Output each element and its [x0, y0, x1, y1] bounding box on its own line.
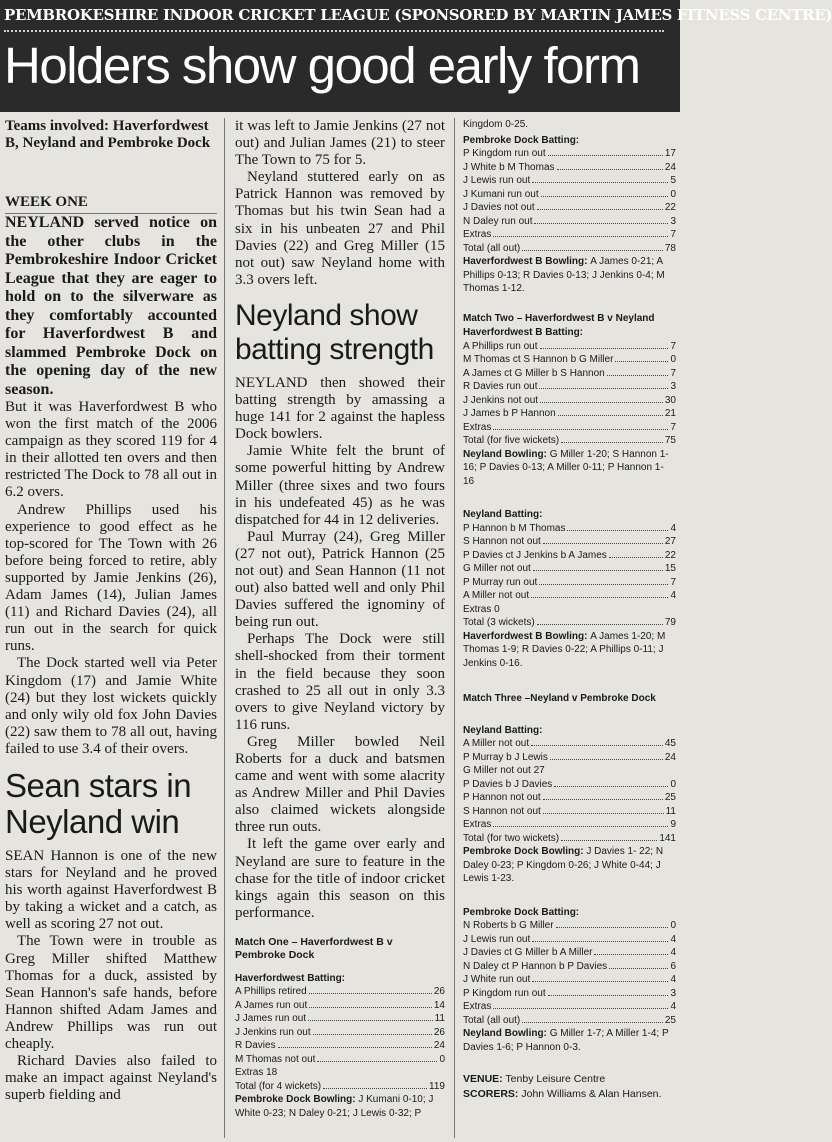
article-body [5, 848, 217, 1104]
player-name: P Murray run out [463, 576, 538, 588]
dot-leader [567, 530, 668, 531]
score-row [463, 778, 676, 792]
week-label: WEEK ONE [5, 194, 217, 214]
score-row [463, 522, 676, 536]
header-banner [0, 0, 832, 112]
dot-leader [594, 954, 668, 955]
score-row [463, 421, 676, 435]
column-2 [235, 118, 445, 1120]
score-row [463, 1014, 676, 1028]
extras-line: Extras 18 [235, 1067, 278, 1079]
dot-leader [609, 557, 663, 558]
scorers-value: John Williams & Alan Hansen. [521, 1088, 662, 1100]
paragraph: The Dock started well via Peter Kingdom (17) and Jamie White (24) but they lost wickets quickly and only wily old fox John Davies (22) saw them to 78 all out, having failed to use 3.4 of their overs. [5, 655, 217, 757]
runs-value: 25 [664, 1014, 676, 1026]
dot-leader [539, 584, 668, 585]
dot-leader [532, 981, 668, 982]
player-name: Total (3 wickets) [463, 617, 535, 628]
score-row [463, 535, 676, 549]
dot-leader [548, 995, 669, 996]
paragraph: But it was Haverfordwest B who won the first match of the 2006 campaign as they scored 119 for 4 in their allotted ten overs and then restricted The Dock to 78 all out in 6.2 overs. [5, 399, 217, 501]
player-name: R Davies [235, 1040, 276, 1052]
player-name: G Miller not out [463, 563, 531, 574]
paragraph: It left the game over early and Neyland are sure to feature in the chase for the title of indoor cricket kings again this season on this performance. [235, 836, 445, 921]
runs-value: 26 [433, 1026, 445, 1038]
dot-leader [313, 1034, 432, 1035]
player-name: J Davies not out [463, 202, 535, 213]
extras-line: Extras 0 [463, 603, 500, 615]
player-name: A James run out [235, 999, 308, 1011]
runs-value: 6 [670, 960, 676, 972]
dot-leader [537, 624, 663, 625]
runs-value: 22 [664, 549, 676, 561]
score-row [463, 161, 676, 175]
runs-value: 15 [664, 563, 676, 574]
runs-value: 7 [670, 340, 676, 352]
dot-leader [609, 968, 668, 969]
kicker-rule [4, 30, 664, 32]
player-name: P Murray b J Lewis [463, 751, 548, 763]
player-name: Extras [463, 1001, 492, 1012]
runs-value: 25 [664, 792, 676, 803]
runs-value: 4 [670, 974, 676, 985]
score-row [463, 737, 676, 751]
player-name: A Phillips retired [235, 986, 307, 998]
dot-leader [541, 196, 669, 197]
dot-leader [522, 1022, 663, 1023]
runs-value: 24 [664, 751, 676, 763]
subheading: Sean stars in Neyland win [5, 766, 192, 840]
player-name: J Jenkins run out [235, 1026, 311, 1038]
runs-value: 78 [664, 242, 676, 254]
score-rows [463, 778, 676, 832]
runs-value: 4 [670, 933, 676, 945]
dot-leader [615, 361, 668, 362]
dot-leader [493, 1008, 668, 1009]
venue-line [463, 1072, 676, 1087]
runs-value: 26 [433, 986, 445, 998]
score-row [463, 818, 676, 832]
dot-leader [550, 759, 663, 760]
dot-leader [534, 223, 668, 224]
total-row [463, 616, 676, 630]
kicker: PEMBROKESHIRE INDOOR CRICKET LEAGUE (SPONSORED BY MARTIN JAMES FITNESS CENTRE) [4, 6, 832, 24]
match-heading: Match Three –Neyland v Pembroke Dock [463, 693, 656, 704]
score-row [463, 201, 676, 215]
bowling-heading: Neyland Bowling: [463, 448, 547, 460]
runs-value: 79 [664, 617, 676, 628]
player-name: M Thomas not out [235, 1053, 316, 1065]
bowling-figures [463, 1027, 676, 1054]
score-row [463, 946, 676, 960]
player-name: Total (all out) [463, 1014, 521, 1026]
score-row [463, 562, 676, 576]
paragraph: Neyland stuttered early on as Patrick Hannon was removed by Thomas but his twin Sean had a six in his unbeaten 27 and Phil Davies (22) and Greg Miller (15 not out) saw Neyland home with 3.3 overs left. [235, 169, 445, 288]
scorecard-heading: Haverfordwest Batting: [235, 972, 346, 984]
paragraph: Perhaps The Dock were still shell-shocked from their torment in the field because they soon crashed to 25 all out in only 3.3 overs to give Neyland victory by 116 runs. [235, 631, 445, 733]
player-name: Extras [463, 229, 492, 240]
scorecard-heading: Pembroke Dock Batting: [463, 134, 580, 146]
scorers-label: SCORERS: [463, 1088, 519, 1100]
runs-value: 0 [439, 1053, 445, 1065]
bowling-heading: Haverfordwest B Bowling: [463, 256, 588, 267]
player-name: J Kumani run out [463, 188, 539, 200]
dot-leader [561, 442, 663, 443]
player-name: P Davies ct J Jenkins b A James [463, 549, 607, 561]
runs-value: 119 [429, 1080, 445, 1092]
player-name: Extras [463, 819, 492, 830]
bowling-heading: Pembroke Dock Bowling: [235, 1094, 356, 1106]
paragraph: Greg Miller bowled Neil Roberts for a duck and batsmen came and went with some alacrity as Andrew Miller and Phil Davies also claimed wickets alongside three run outs. [235, 733, 445, 836]
dot-leader [531, 745, 663, 746]
score-row [463, 805, 676, 819]
dot-leader [493, 429, 668, 430]
score-row [463, 380, 676, 394]
bowling-text: A James 0-21; A Phillips 0-13; R Davies 0-13; J Jenkins 0-4; M Thomas 1-12. [463, 256, 665, 294]
score-row [463, 973, 676, 987]
dot-leader [522, 250, 663, 251]
runs-value: 4 [670, 522, 676, 534]
paragraph: The Town were in trouble as Greg Miller shifted Matthew Thomas for a duck, assisted by Sean Hannon's safe hands, before Hannon shifted Adam James and Andrew Phillips was run out cheaply. [5, 933, 217, 1052]
runs-value: 7 [670, 229, 676, 240]
runs-value: 22 [664, 202, 676, 213]
score-row [463, 549, 676, 563]
player-name: Total (all out) [463, 242, 521, 254]
dot-leader [539, 388, 668, 389]
article-body [235, 118, 445, 289]
paragraph: Andrew Phillips used his experience to good effect as he top-scored for The Town with 26 before being forced to retire, ably supported by Jamie Jenkins (26), Adam James (14), Julian James (11) and Richard Davies (24), all run out in the search for quick runs. [5, 501, 217, 655]
dot-leader [543, 543, 663, 544]
runs-value: 4 [670, 1001, 676, 1012]
player-name: J James b P Hannon [463, 408, 556, 419]
page-headline: Holders show good early form [4, 37, 640, 94]
player-name: S Hannon not out [463, 536, 541, 547]
runs-value: 3 [670, 987, 676, 999]
player-name: P Hannon b M Thomas [463, 522, 566, 534]
runs-value: 14 [433, 999, 445, 1011]
column-1 [5, 118, 217, 1104]
player-name: J White run out [463, 974, 531, 985]
dot-leader [558, 415, 663, 416]
player-name: J Davies ct G Miller b A Miller [463, 947, 593, 958]
player-name: N Daley ct P Hannon b P Davies [463, 960, 608, 972]
score-row [463, 919, 676, 933]
player-name: A James ct G Miller b S Hannon [463, 367, 605, 379]
score-row [463, 434, 676, 448]
bowling-text: G Miller 1-7; A Miller 1-4; P Davies 1-6; P Hannon 0-3. [463, 1028, 669, 1053]
runs-value: 75 [664, 435, 676, 446]
column-divider [224, 118, 225, 1138]
total-row [463, 242, 676, 256]
score-row [463, 589, 676, 603]
dot-leader [540, 348, 669, 349]
article-body [235, 375, 445, 922]
player-name: S Hannon not out [463, 805, 541, 817]
score-rows [463, 147, 676, 242]
player-name: J James run out [235, 1013, 307, 1025]
bowling-figures [463, 845, 676, 886]
player-name: J Jenkins not out [463, 394, 539, 406]
score-row [463, 576, 676, 590]
dot-leader [561, 840, 657, 841]
lede-paragraph: NEYLAND served notice on the other clubs in the Pembrokeshire Indoor Cricket League that they are eager to hold on to the silverware as they comfortably accounted for Haverfordwest B and slammed Pembroke Dock on the opening day of the new season. [5, 214, 217, 398]
match-heading: Match One – Haverfordwest B v Pembroke Dock [235, 935, 393, 961]
score-rows [235, 985, 445, 1066]
score-row [463, 147, 676, 161]
bowling-figures [463, 630, 676, 671]
score-row [463, 987, 676, 1001]
player-name: A Phillips run out [463, 340, 538, 352]
dot-leader [532, 941, 668, 942]
score-row [463, 1000, 676, 1014]
runs-value: 0 [670, 778, 676, 790]
score-rows [463, 919, 676, 1014]
dot-leader [493, 236, 668, 237]
column-3 [463, 118, 676, 1102]
runs-value: 17 [664, 148, 676, 159]
venue-value: Tenby Leisure Centre [505, 1073, 606, 1085]
player-name: P Davies b J Davies [463, 778, 553, 790]
runs-value: 21 [664, 408, 676, 419]
score-row [463, 832, 676, 846]
score-rows [463, 340, 676, 435]
runs-value: 30 [664, 394, 676, 406]
score-row [463, 215, 676, 229]
score-row [463, 407, 676, 421]
runs-value: 4 [670, 947, 676, 958]
runs-value: 141 [659, 832, 676, 844]
score-row [463, 616, 676, 630]
score-row [463, 394, 676, 408]
subheading: Neyland show batting strength [235, 298, 434, 366]
runs-value: 24 [433, 1040, 445, 1052]
paragraph: NEYLAND then showed their batting strength by amassing a huge 141 for 2 against the hapless Dock bowlers. [235, 374, 445, 443]
dot-leader [323, 1088, 427, 1089]
runs-value: 7 [670, 367, 676, 379]
player-name: N Daley run out [463, 215, 533, 227]
dot-leader [556, 927, 669, 928]
score-row [235, 1012, 445, 1026]
player-name: J Lewis run out [463, 175, 531, 186]
dot-leader [532, 182, 668, 183]
score-row [463, 340, 676, 354]
player-name: A Miller not out [463, 590, 530, 601]
dot-leader [557, 169, 663, 170]
dot-leader [548, 155, 663, 156]
bowling-text: J Kumani 0-10; J White 0-23; N Daley 0-21; J Lewis 0-32; P [235, 1094, 434, 1119]
bowling-text: J Davies 1- 22; N Daley 0-23; P Kingdom 0-26; J White 0-44; J Lewis 1-23. [463, 846, 664, 884]
score-row [463, 933, 676, 947]
bowling-figures [235, 1093, 445, 1120]
score-row [463, 367, 676, 381]
runs-value: 5 [670, 175, 676, 186]
player-name: J White b M Thomas [463, 161, 555, 173]
player-name: P Kingdom run out [463, 148, 546, 159]
dot-leader [309, 993, 432, 994]
score-row [235, 1053, 445, 1067]
dot-leader [554, 786, 668, 787]
runs-value: 0 [670, 920, 676, 931]
paragraph: Richard Davies also failed to make an impact against Neyland's superb fielding and [5, 1053, 217, 1104]
score-rows [463, 737, 676, 764]
scorecard-heading: Neyland Batting: [463, 724, 543, 736]
player-name: M Thomas ct S Hannon b G Miller [463, 354, 614, 365]
article-body [5, 399, 217, 758]
dot-leader [493, 826, 668, 827]
player-name: P Hannon not out [463, 792, 541, 803]
runs-value: 9 [670, 819, 676, 830]
scorers-line [463, 1087, 676, 1102]
player-name: P Kingdom run out [463, 987, 546, 999]
paragraph: Paul Murray (24), Greg Miller (27 not out), Patrick Hannon (25 not out) and Sean Hannon (11 not out) also batted well and only Phil Davies suffered the ignominy of being run out. [235, 528, 445, 631]
dot-leader [607, 375, 669, 376]
runs-value: 0 [670, 354, 676, 365]
score-row [463, 791, 676, 805]
total-row [463, 434, 676, 448]
scorecard-heading: Neyland Batting: [463, 509, 543, 520]
player-name: Total (for 4 wickets) [235, 1080, 322, 1092]
bowling-heading: Neyland Bowling: [463, 1028, 547, 1039]
dot-leader [537, 209, 663, 210]
bowling-text: G Miller 1-20; S Hannon 1-16; P Davies 0-13; A Miller 0-11; P Hannon 1- 16 [463, 448, 669, 487]
player-name: J Lewis run out [463, 933, 531, 945]
player-name: Total (for five wickets) [463, 435, 560, 446]
score-line: G Miller not out 27 [463, 765, 545, 776]
bowling-heading: Pembroke Dock Bowling: [463, 846, 584, 857]
dot-leader [543, 799, 663, 800]
paragraph: SEAN Hannon is one of the new stars for Neyland and he proved his worth against Haverfordwest B by taking a wicket and a catch, as well as scoring 27 not out. [5, 847, 217, 933]
runs-value: 3 [670, 381, 676, 392]
paragraph: Jamie White felt the brunt of some powerful hitting by Andrew Miller (three sixes and two fours in his undefeated 45) as he was dispatched for 44 in 12 deliveries. [235, 443, 445, 528]
score-row [235, 985, 445, 999]
runs-value: 24 [664, 161, 676, 173]
venue-label: VENUE: [463, 1073, 503, 1085]
runs-value: 4 [670, 590, 676, 601]
bowling-figures [463, 448, 676, 489]
bowling-heading: Haverfordwest B Bowling: [463, 630, 588, 642]
runs-value: 11 [434, 1013, 445, 1025]
dot-leader [278, 1047, 432, 1048]
score-row [463, 228, 676, 242]
runs-value: 3 [670, 215, 676, 227]
scorecard-heading: Haverfordwest B Batting: [463, 327, 584, 338]
dot-leader [317, 1061, 437, 1062]
dot-leader [531, 597, 668, 598]
dot-leader [309, 1007, 432, 1008]
total-row [463, 832, 676, 846]
score-row [235, 999, 445, 1013]
total-row [235, 1080, 445, 1094]
score-row [235, 1080, 445, 1094]
runs-value: 11 [665, 805, 676, 817]
player-name: A Miller not out [463, 738, 530, 749]
dot-leader [540, 402, 663, 403]
runs-value: 7 [670, 576, 676, 588]
score-row [463, 353, 676, 367]
bowling-text: A James 1-20; M Thomas 1-9; R Davies 0-22; A Phillips 0-11; J Jenkins 0-16. [463, 630, 666, 669]
dot-leader [533, 570, 663, 571]
paragraph: it was left to Jamie Jenkins (27 not out) and Julian James (21) to steer The Town to 75 for 5. [235, 118, 445, 169]
runs-value: 45 [664, 738, 676, 749]
score-row [463, 174, 676, 188]
teams-involved: Teams involved: Haverfordwest B, Neyland and Pembroke Dock [5, 118, 211, 151]
runs-value: 7 [670, 421, 676, 433]
score-row [463, 242, 676, 256]
continued-text: Kingdom 0-25. [463, 119, 529, 130]
player-name: Total (for two wickets) [463, 832, 560, 844]
score-row [463, 751, 676, 765]
runs-value: 27 [664, 536, 676, 547]
score-row [235, 1039, 445, 1053]
scorecard-heading: Pembroke Dock Batting: [463, 906, 580, 918]
player-name: R Davies run out [463, 381, 538, 392]
player-name: N Roberts b G Miller [463, 920, 554, 931]
bowling-figures [463, 255, 676, 296]
runs-value: 0 [670, 188, 676, 200]
dot-leader [543, 813, 664, 814]
total-row [463, 1014, 676, 1028]
column-divider [454, 118, 455, 1138]
score-row [463, 960, 676, 974]
player-name: Extras [463, 421, 492, 433]
match-heading: Match Two – Haverfordwest B v Neyland [463, 312, 655, 324]
score-rows [463, 522, 676, 603]
score-row [463, 188, 676, 202]
scorecard [235, 972, 445, 1121]
score-row [235, 1026, 445, 1040]
dot-leader [308, 1020, 432, 1021]
